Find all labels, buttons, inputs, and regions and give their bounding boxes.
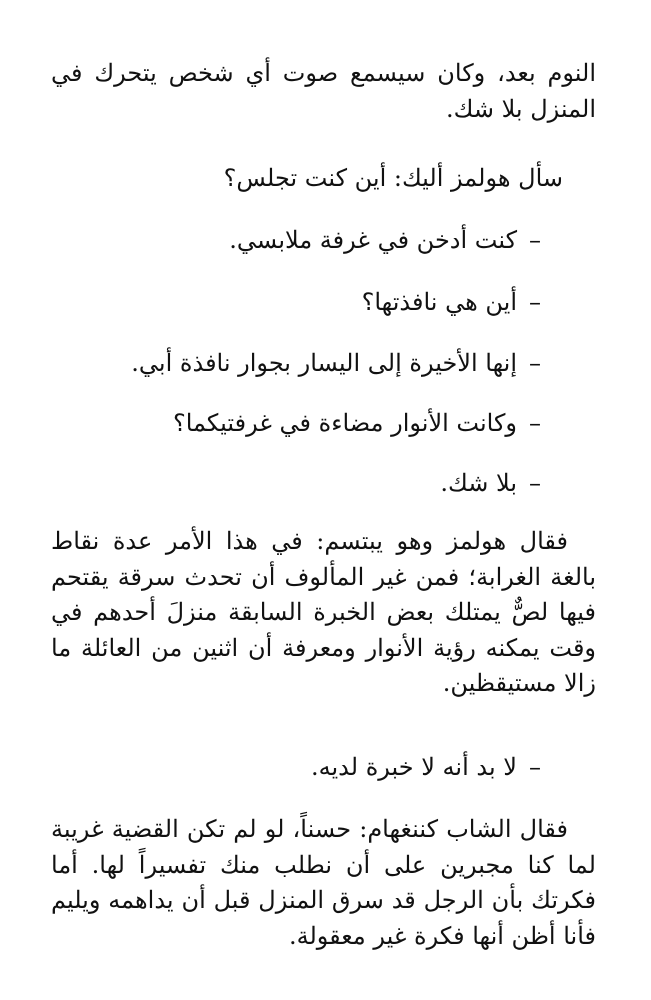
dialogue-dash: – <box>529 469 541 497</box>
dialogue-line <box>440 466 541 501</box>
dialogue-line <box>173 406 541 441</box>
dialogue-line <box>229 223 541 258</box>
paragraph-holmes-question: سأل هولمز أليك: أين كنت تجلس؟ <box>223 164 563 192</box>
dialogue-dash: – <box>529 288 541 316</box>
dialogue-text: وكانت الأنوار مضاءة في غرفتيكما؟ <box>172 409 517 437</box>
paragraph-cunningham: فقال الشاب كننغهام: حسناً، لو لم تكن القضية غريبة لما كنا مجبرين على أن نطلب منك تفسيراً لها. أما فكرتك بأن الرجل قد سرق المنزل قبل أن يداهمه ويليم فأنا أظن أنها فكرة غير معقولة. <box>51 815 596 950</box>
paragraph-opening: النوم بعد، وكان سيسمع صوت أي شخص يتحرك في المنزل بلا شك. <box>51 59 596 123</box>
dialogue-text: أين هي نافذتها؟ <box>361 288 517 316</box>
dialogue-dash: – <box>529 753 541 781</box>
dialogue-line <box>131 346 541 381</box>
dialogue-dash: – <box>529 226 541 254</box>
dialogue-text: لا بد أنه لا خبرة لديه. <box>311 753 517 781</box>
dialogue-text: كنت أدخن في غرفة ملابسي. <box>229 226 517 254</box>
dialogue-line <box>311 750 541 785</box>
dialogue-text: بلا شك. <box>440 469 517 497</box>
dialogue-dash: – <box>529 409 541 437</box>
dialogue-line <box>362 285 541 320</box>
dialogue-dash: – <box>529 349 541 377</box>
paragraph-holmes-smile: فقال هولمز وهو يبتسم: في هذا الأمر عدة نقاط بالغة الغرابة؛ فمن غير المألوف أن تحدث سرقة يقتحم فيها لصٌّ يمتلك بعض الخبرة السابقة منزلَ أحدهم في وقت يمكنه رؤية الأنوار ومعرفة أن اثنين من العائلة ما زالا مستيقظين. <box>51 527 597 697</box>
dialogue-text: إنها الأخيرة إلى اليسار بجوار نافذة أبي. <box>131 349 517 377</box>
